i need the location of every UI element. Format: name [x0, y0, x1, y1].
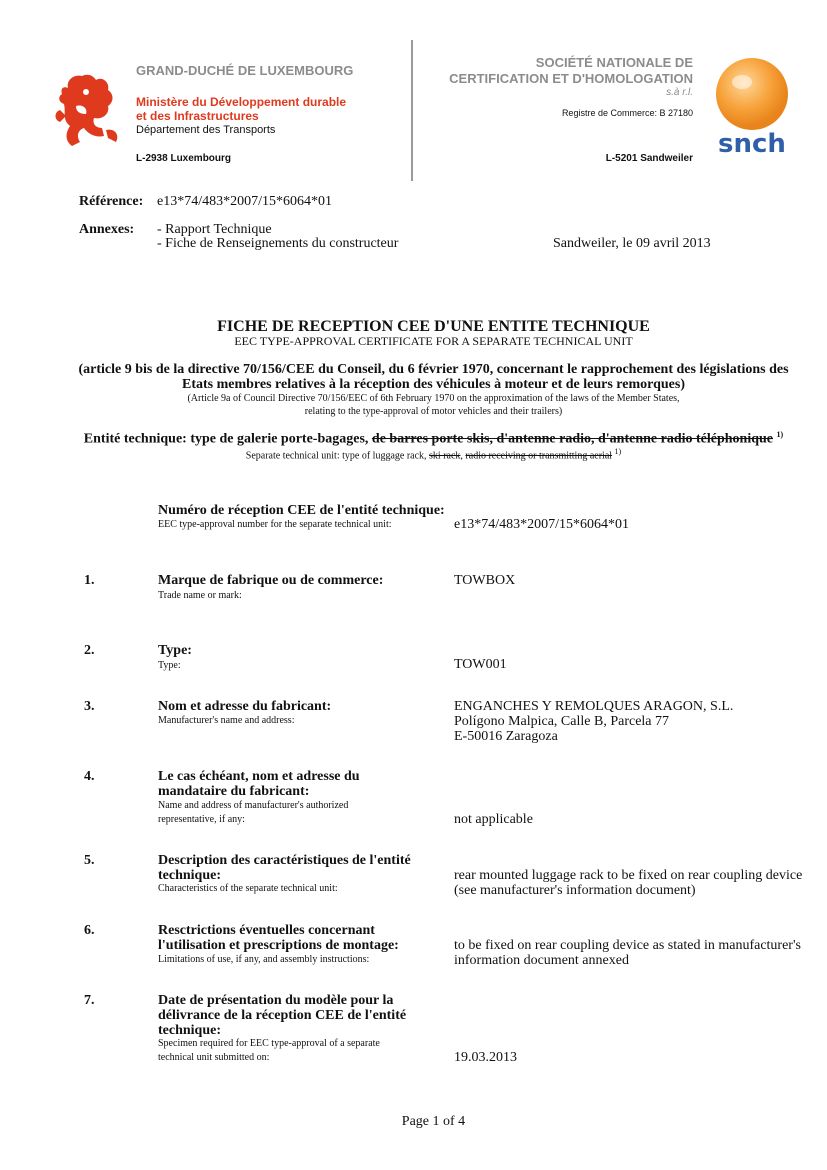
item-number: 7.	[84, 993, 95, 1008]
entity-footnote-en: 1)	[614, 447, 622, 456]
article-fr-line2: Etats membres relatives à la réception des véhicules à moteur et de leurs remorques)	[181, 377, 685, 392]
item-label-en: Name and address of manufacturer's authorized representative, if any:	[158, 800, 349, 825]
item-number: 1.	[84, 573, 95, 588]
article-en-line1: (Article 9a of Council Directive 70/156/EEC of 6th February 1970 on the approximation of the laws of the Member States,	[187, 393, 680, 404]
place-date: Sandweiler, le 09 avril 2013	[553, 236, 711, 251]
item-label-fr: Marque de fabrique ou de commerce:	[158, 573, 384, 588]
entity-en-struck2: radio receiving or transmitting aerial	[465, 450, 613, 462]
page-number: Page 1 of 4	[401, 1114, 466, 1129]
item-value: not applicable	[454, 812, 533, 827]
country-name: GRAND-DUCHÉ DE LUXEMBOURG	[136, 63, 354, 78]
snch-logo-sphere	[716, 58, 788, 130]
article-en-line2: relating to the type-approval of motor vehicles and their trailers)	[304, 406, 563, 417]
department-name: Département des Transports	[136, 124, 276, 136]
item-value: 19.03.2013	[454, 1050, 517, 1065]
item-label-fr: Type:	[158, 643, 192, 658]
header-divider	[411, 40, 413, 181]
snch-legal-form: s.à r.l.	[666, 87, 693, 98]
snch-registry: Registre de Commerce: B 27180	[561, 108, 693, 118]
entity-en-sep: ,	[460, 450, 466, 462]
item-value: to be fixed on rear coupling device as stated in manufacturer's information document annexed	[454, 938, 801, 968]
annex-item: - Fiche de Renseignements du constructeur	[157, 236, 399, 251]
luxembourg-lion-icon	[52, 70, 124, 150]
item-label-fr: Nom et adresse du fabricant:	[158, 699, 332, 714]
snch-address: L-5201 Sandweiler	[605, 153, 693, 164]
item-label-fr: Date de présentation du modèle pour la délivrance de la réception CEE de l'entité technique:	[158, 993, 407, 1038]
entity-en-prefix: Separate technical unit: type of luggage rack,	[245, 450, 430, 462]
snch-logo-text: snch	[718, 129, 786, 159]
ministry-name-line2: et des Infrastructures	[136, 109, 259, 123]
reference-value: e13*74/483*2007/15*6064*01	[157, 194, 332, 209]
snch-name-line1: SOCIÉTÉ NATIONALE DE	[535, 55, 693, 70]
item-label-en: Trade name or mark:	[158, 590, 242, 601]
item-label-fr: Description des caractéristiques de l'entité technique:	[158, 853, 411, 883]
item-value: TOW001	[454, 657, 507, 672]
entity-en-struck1: ski rack	[429, 450, 461, 462]
item-label-en: Manufacturer's name and address:	[158, 715, 295, 726]
item-label-fr: Resctrictions éventuelles concernant l'utilisation et prescriptions de montage:	[158, 923, 399, 953]
snch-name-line2: CERTIFICATION ET D'HOMOLOGATION	[449, 71, 693, 86]
entity-footnote: 1)	[776, 430, 784, 439]
item-label-en: Characteristics of the separate technical unit:	[158, 883, 338, 894]
title-en: EEC TYPE-APPROVAL CERTIFICATE FOR A SEPARATE TECHNICAL UNIT	[234, 334, 633, 348]
reference-label: Référence:	[79, 194, 144, 209]
annex-item: - Rapport Technique	[157, 222, 272, 237]
snch-logo	[712, 54, 792, 160]
luxembourg-address: L-2938 Luxembourg	[136, 153, 232, 164]
item-value: ENGANCHES Y REMOLQUES ARAGON, S.L. Polígono Malpica, Calle B, Parcela 77 E-50016 Zaragoza	[454, 699, 734, 744]
item-value: TOWBOX	[454, 573, 516, 588]
entity-fr-prefix: Entité technique: type de galerie porte-bagages,	[83, 431, 372, 447]
item-label-en: Limitations of use, if any, and assembly instructions:	[158, 954, 370, 965]
title-fr: FICHE DE RECEPTION CEE D'UNE ENTITE TECHNIQUE	[217, 318, 650, 335]
approval-value: e13*74/483*2007/15*6064*01	[454, 517, 629, 532]
item-number: 3.	[84, 699, 95, 714]
item-value: rear mounted luggage rack to be fixed on rear coupling device (see manufacturer's information document)	[454, 868, 803, 898]
entity-fr	[0, 430, 827, 448]
annexes-label: Annexes:	[79, 222, 135, 237]
item-label-fr: Le cas échéant, nom et adresse du mandataire du fabricant:	[158, 769, 360, 799]
item-number: 6.	[84, 923, 95, 938]
item-number: 2.	[84, 643, 95, 658]
approval-label-fr: Numéro de réception CEE de l'entité technique:	[158, 503, 445, 518]
item-label-en: Specimen required for EEC type-approval of a separate technical unit submitted on:	[158, 1038, 380, 1063]
entity-fr-struck: de barres porte skis, d'antenne radio, d'antenne radio téléphonique	[371, 431, 774, 447]
item-number: 5.	[84, 853, 95, 868]
ministry-name-line1: Ministère du Développement durable	[136, 95, 347, 109]
item-number: 4.	[84, 769, 95, 784]
snch-name	[449, 55, 693, 87]
item-label-en: Type:	[158, 660, 181, 671]
entity-en	[0, 447, 827, 461]
approval-label-en: EEC type-approval number for the separate technical unit:	[158, 519, 392, 530]
article-fr-line1: (article 9 bis de la directive 70/156/CEE du Conseil, du 6 février 1970, concernant le rapprochement des législations des	[78, 362, 789, 377]
